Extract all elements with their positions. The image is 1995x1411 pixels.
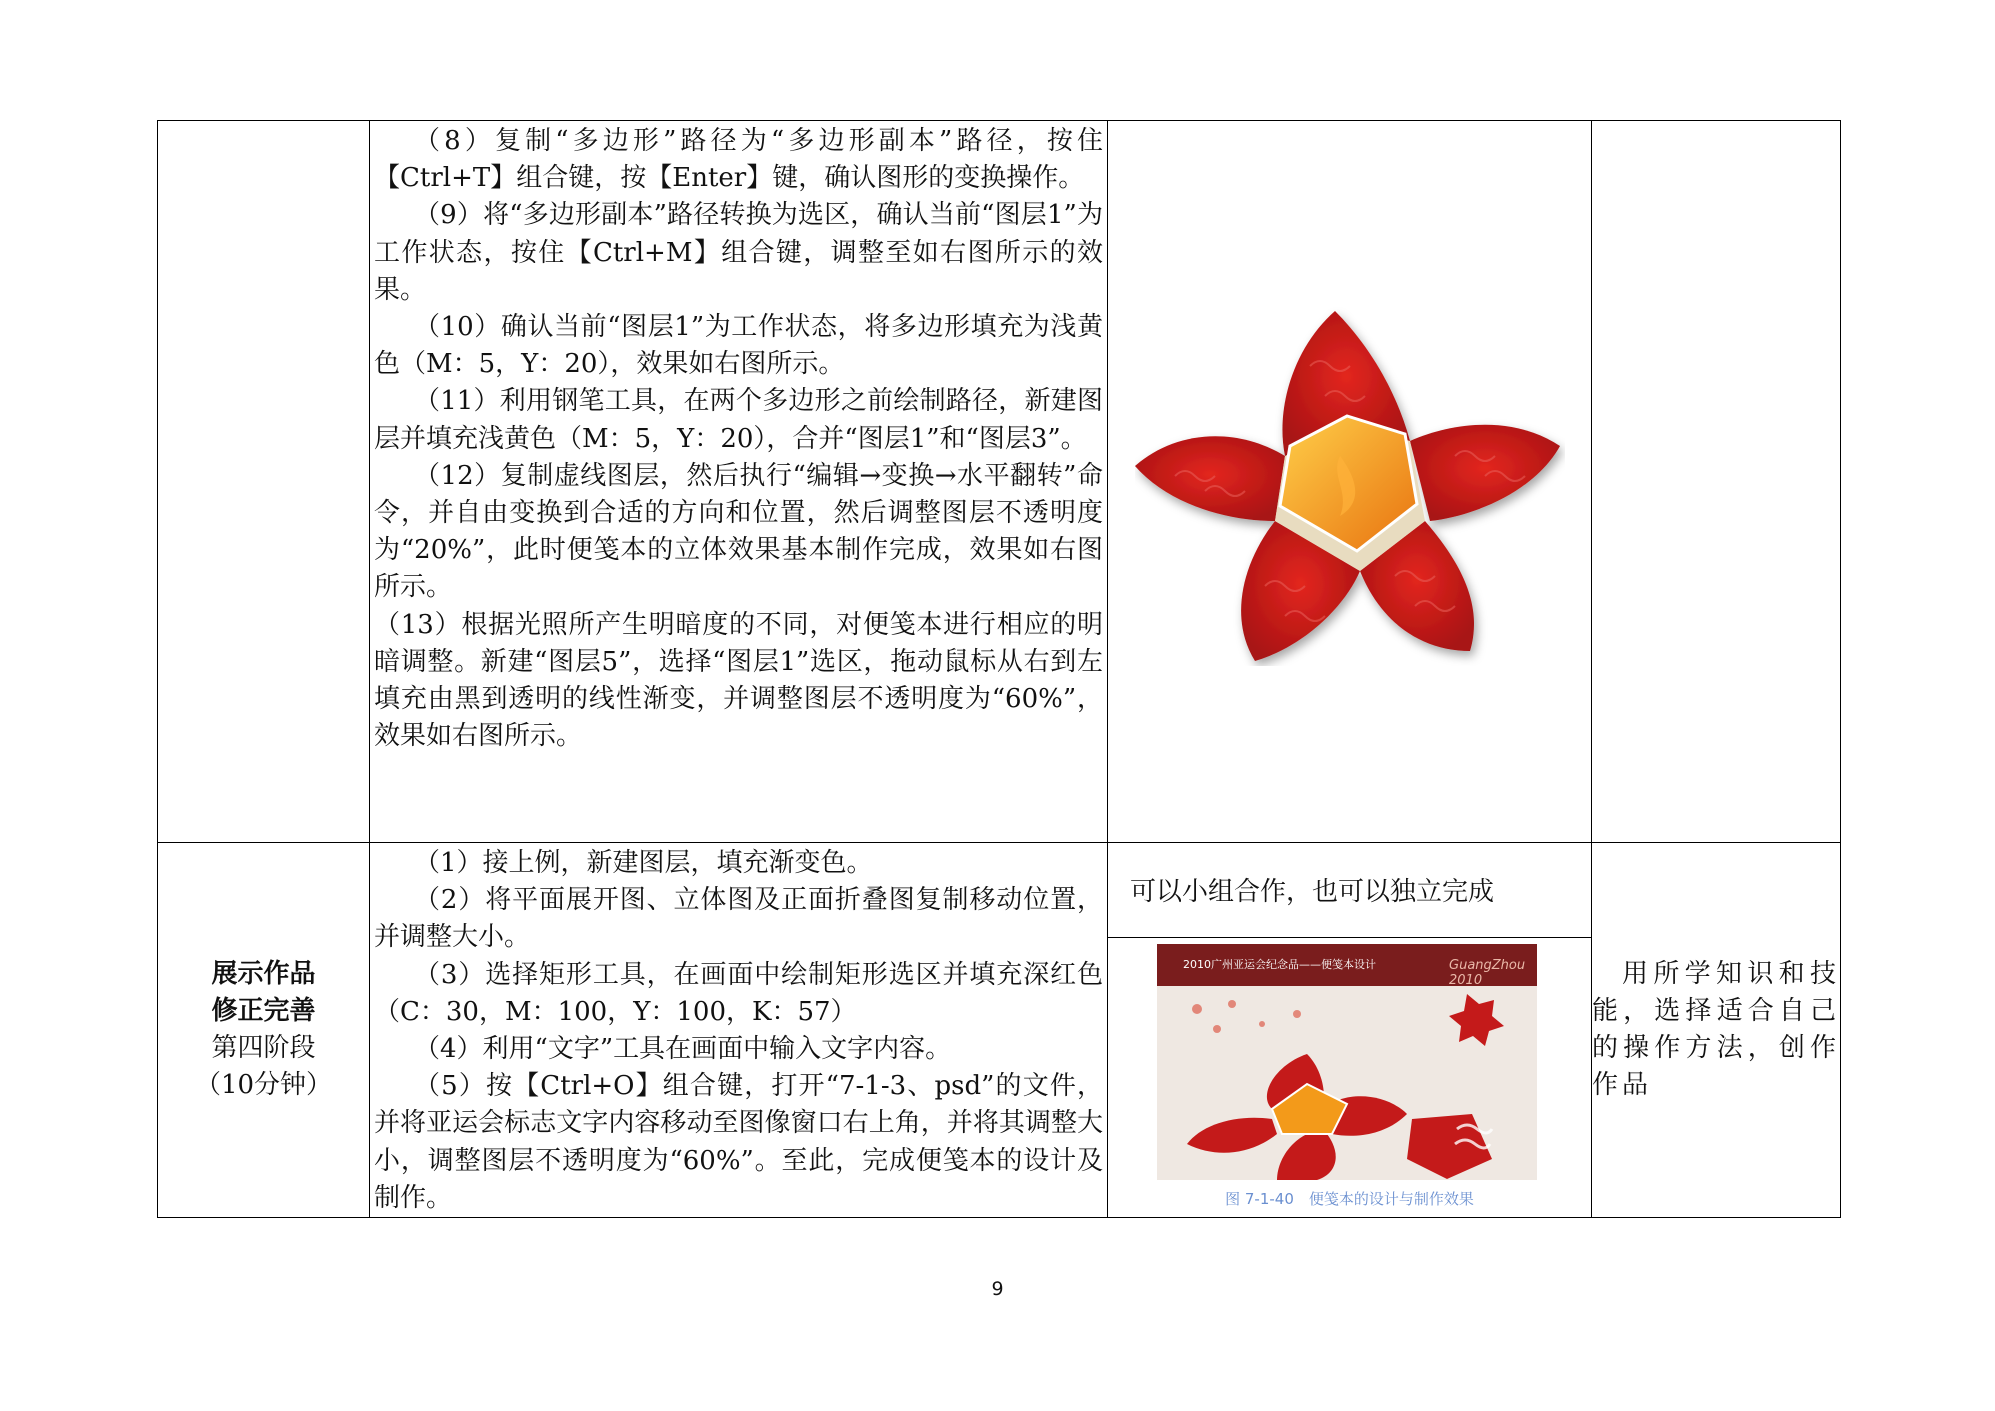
table-row	[158, 121, 1841, 843]
stage-duration: （10分钟）	[194, 1070, 333, 1101]
step-item: （8）复制“多边形”路径为“多边形副本”路径，按住【Ctrl+T】组合键，按【Enter】键，确认图形的变换操作。	[374, 126, 1103, 194]
page-number: 9	[991, 1278, 1004, 1300]
steps-cell	[370, 121, 1108, 843]
stage-cell-empty	[158, 121, 370, 843]
stage-phase: 第四阶段	[211, 1033, 316, 1064]
stage-title: 展示作品	[211, 959, 316, 990]
steps-cell	[370, 843, 1108, 1218]
preview-illustration	[1157, 944, 1537, 1180]
final-effect-image	[1157, 944, 1537, 1180]
collaboration-note: 可以小组合作，也可以独立完成	[1108, 843, 1591, 938]
step-item: （10）确认当前“图层1”为工作状态，将多边形填充为浅黄色（M：5，Y：20），效果如右图所示。	[374, 312, 1103, 380]
lesson-table	[157, 120, 1841, 1218]
step-item: （4）利用“文字”工具在画面中输入文字内容。	[414, 1034, 952, 1065]
image-cell	[1108, 121, 1592, 843]
image-cell	[1108, 843, 1592, 1218]
step-item: （3）选择矩形工具，在画面中绘制矩形选区并填充深红色（C：30，M：100，Y：100，K：57）	[374, 959, 1103, 1027]
preview-script: GuangZhou 2010	[1449, 958, 1526, 988]
goal-text: 用所学知识和技能，选择适合自己的操作方法，创作作品	[1592, 959, 1840, 1101]
goal-cell-empty	[1592, 121, 1841, 843]
figure-caption: 图 7-1-40 便笺本的设计与制作效果	[1225, 1190, 1474, 1208]
step-item: （1）接上例，新建图层，填充渐变色。	[414, 848, 873, 878]
preview-title: 2010广州亚运会纪念品——便笺本设计	[1183, 958, 1376, 971]
step-item: （9）将“多边形副本”路径转换为选区，确认当前“图层1”为工作状态，按住【Ctrl+M】组合键，调整至如右图所示的效果。	[374, 200, 1103, 305]
step-item: （12）复制虚线图层，然后执行“编辑→变换→水平翻转”命令，并自由变换到合适的方向和位置，然后调整图层不透明度为“20%”，此时便笺本的立体效果基本制作完成，效果如右图所示。	[374, 460, 1103, 603]
step-item: （2）将平面展开图、立体图及正面折叠图复制移动位置，并调整大小。	[374, 885, 1103, 953]
goal-cell	[1592, 843, 1841, 1218]
step-item: （11）利用钢笔工具，在两个多边形之前绘制路径，新建图层并填充浅黄色（M：5，Y：20），合并“图层1”和“图层3”。	[374, 386, 1103, 454]
step-item: （5）按【Ctrl+O】组合键，打开“7-1-3、psd”的文件，并将亚运会标志文字内容移动至图像窗口右上角，并将其调整大小，调整图层不透明度为“60%”。至此，完成便笺本的设计及制作。	[374, 1071, 1103, 1213]
petal-right	[1410, 425, 1560, 521]
flower-notepad-image	[1135, 306, 1565, 666]
table-row	[158, 843, 1841, 1218]
stage-cell	[158, 843, 370, 1218]
step-item: （13）根据光照所产生明暗度的不同，对便笺本进行相应的明暗调整。新建“图层5”，选择“图层1”选区，拖动鼠标从右到左填充由黑到透明的线性渐变，并调整图层不透明度为“60%”，效果如右图所示。	[374, 609, 1103, 752]
stage-subtitle: 修正完善	[211, 996, 316, 1027]
